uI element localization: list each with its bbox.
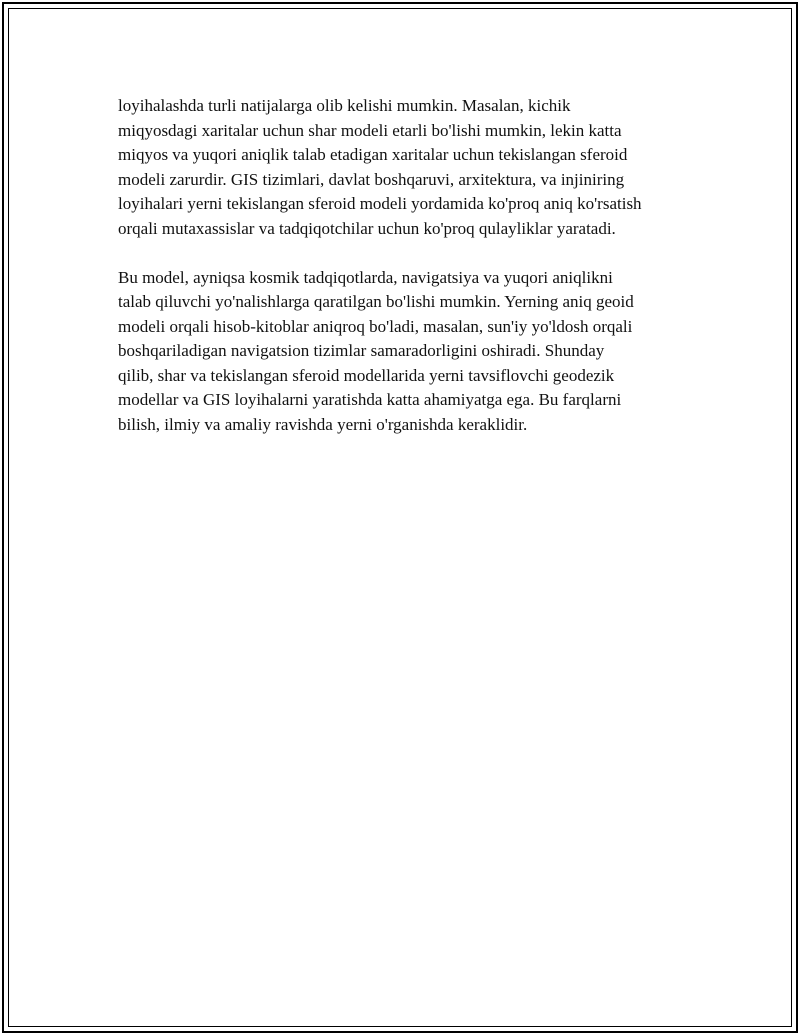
document-body	[118, 94, 688, 462]
paragraph-1: loyihalashda turli natijalarga olib kelishi mumkin. Masalan, kichik miqyosdagi xaritalar uchun shar modeli etarli bo'lishi mumkin, lekin katta miqyos va yuqori aniqlik talab etadigan xaritalar uchun tekislangan sferoid modeli zarurdir. GIS tizimlari, davlat boshqaruvi, arxitektura, va injiniring loyihalari yerni tekislangan sferoid modeli yordamida ko'proq aniq ko'rsatish orqali mutaxassislar va tadqiqotchilar uchun ko'proq qulayliklar yaratadi.	[118, 96, 642, 238]
paragraph-2: Bu model, ayniqsa kosmik tadqiqotlarda, navigatsiya va yuqori aniqlikni talab qiluvchi yo'nalishlarga qaratilgan bo'lishi mumkin. Yerning aniq geoid modeli orqali hisob-kitoblar aniqroq bo'ladi, masalan, sun'iy yo'ldosh orqali boshqariladigan navigatsion tizimlar samaradorligini oshiradi. Shunday qilib, shar va tekislangan sferoid modellarida yerni tavsiflovchi geodezik modellar va GIS loyihalarni yaratishda katta ahamiyatga ega. Bu farqlarni bilish, ilmiy va amaliy ravishda yerni o'rganishda keraklidir.	[118, 267, 634, 434]
